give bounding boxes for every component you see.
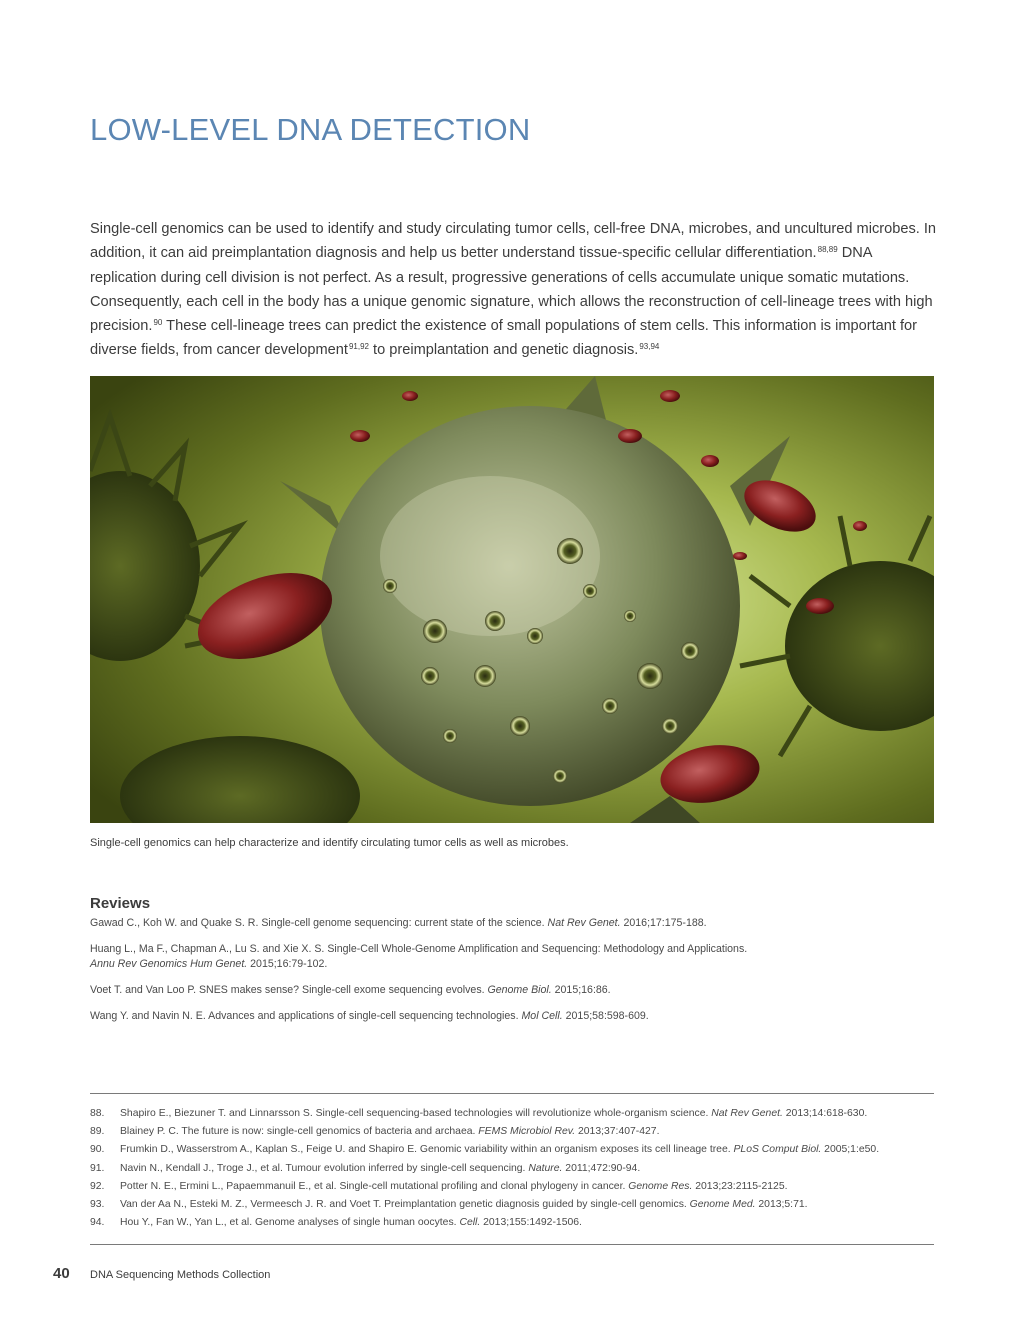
review-tail: 2015;58:598-609. — [562, 1010, 649, 1022]
reference-journal: FEMS Microbiol Rev. — [478, 1126, 576, 1138]
review-item — [90, 983, 934, 998]
references-list — [90, 1105, 940, 1232]
review-text: Huang L., Ma F., Chapman A., Lu S. and Xie X. S. Single-Cell Whole-Genome Amplification and Sequencing: Methodology and Applications. — [90, 943, 748, 955]
review-journal: Annu Rev Genomics Hum Genet. — [90, 958, 248, 970]
reference-item — [90, 1105, 940, 1123]
reference-journal: Cell. — [459, 1217, 481, 1229]
citation-superscript: 90 — [153, 318, 163, 328]
reference-tail: 2013;23:2115-2125. — [692, 1180, 788, 1192]
reference-tail: 2013;14:618-630. — [782, 1108, 868, 1119]
page-number: 40 — [53, 1265, 70, 1282]
review-item — [90, 942, 934, 972]
review-tail: 2016;17:175-188. — [620, 917, 707, 929]
reference-tail: 2013;155:1492-1506. — [480, 1217, 582, 1229]
reference-tail: 2005;1:e50. — [821, 1144, 880, 1156]
reference-journal: Genome Res. — [628, 1180, 693, 1192]
review-tail: 2015;16:86. — [551, 984, 611, 996]
reference-item — [90, 1160, 940, 1178]
review-journal: Genome Biol. — [487, 984, 552, 996]
intro-sentence: to preimplantation and genetic diagnosis. — [368, 342, 639, 359]
intro-sentence: Single-cell genomics can be used to identify and study circulating tumor cells, cell-free DNA, microbes, and uncultured microbes. In addition, it can aid preimplantation diagnosis and help us better understand tissue-specific cellular differentiation. — [90, 221, 937, 262]
review-item — [90, 916, 934, 931]
review-item — [90, 1009, 934, 1024]
reference-number: 91. — [90, 1162, 105, 1174]
reviews-heading: Reviews — [90, 895, 151, 912]
reference-text: Hou Y., Fan W., Yan L., et al. Genome analyses of single human oocytes. — [120, 1217, 460, 1229]
intro-sentence: DNA replication during cell division is not perfect. As a result, progressive generations of cells accumulate unique somatic mutations. Consequently, each cell in the body has a unique genomic signature, which allows the reconstruction of cell-lineage trees with high precision. — [90, 245, 933, 335]
references-bottom-rule — [90, 1244, 934, 1245]
reference-journal: Nat Rev Genet. — [711, 1108, 783, 1119]
citation-superscript: 93,94 — [639, 342, 660, 352]
reference-number: 94. — [90, 1217, 105, 1229]
review-tail: 2015;16:79-102. — [247, 958, 328, 970]
reference-item — [90, 1178, 940, 1196]
figure-caption: Single-cell genomics can help characterize and identify circulating tumor cells as well as microbes. — [90, 837, 569, 849]
footer-publication-title: DNA Sequencing Methods Collection — [90, 1269, 271, 1281]
reference-tail: 2013;5:71. — [755, 1199, 808, 1211]
reference-item — [90, 1196, 940, 1214]
review-text: Gawad C., Koh W. and Quake S. R. Single-cell genome sequencing: current state of the science. — [90, 917, 548, 929]
reference-journal: Nature. — [528, 1162, 563, 1174]
reference-item — [90, 1123, 940, 1141]
references-top-rule — [90, 1093, 934, 1094]
reference-tail: 2011;472:90-94. — [562, 1162, 641, 1174]
review-journal: Nat Rev Genet. — [547, 917, 621, 929]
citation-superscript: 91,92 — [348, 342, 369, 352]
cell-illustration — [90, 376, 934, 823]
reference-tail: 2013;37:407-427. — [575, 1126, 660, 1138]
reference-item — [90, 1141, 940, 1159]
reviews-list — [90, 916, 934, 1035]
reference-text: Navin N., Kendall J., Troge J., et al. Tumour evolution inferred by single-cell sequencing. — [120, 1162, 529, 1174]
reference-journal: Genome Med. — [689, 1199, 756, 1211]
reference-number: 90. — [90, 1144, 105, 1156]
reference-number: 92. — [90, 1180, 105, 1192]
reference-number: 93. — [90, 1199, 105, 1211]
review-text: Wang Y. and Navin N. E. Advances and applications of single-cell sequencing technologies. — [90, 1010, 522, 1022]
reference-text: Frumkin D., Wasserstrom A., Kaplan S., Feige U. and Shapiro E. Genomic variability within an organism exposes its cell lineage tree. — [120, 1144, 734, 1156]
page-title: LOW-LEVEL DNA DETECTION — [90, 112, 531, 147]
intro-sentence: These cell-lineage trees can predict the existence of small populations of stem cells. This information is important for diverse fields, from cancer development — [90, 318, 918, 359]
reference-journal: PLoS Comput Biol. — [733, 1144, 822, 1156]
review-journal: Mol Cell. — [521, 1010, 563, 1022]
citation-superscript: 88,89 — [817, 245, 838, 255]
cell-illustration-art — [90, 376, 934, 823]
reference-text: Van der Aa N., Esteki M. Z., Vermeesch J. R. and Voet T. Preimplantation genetic diagnosis guided by single-cell genomics. — [120, 1199, 690, 1211]
reference-number: 88. — [90, 1108, 105, 1119]
reference-text: Shapiro E., Biezuner T. and Linnarsson S. Single-cell sequencing-based technologies will revolutionize whole-organism science. — [120, 1108, 712, 1119]
reference-item — [90, 1214, 940, 1232]
review-text: Voet T. and Van Loo P. SNES makes sense? Single-cell exome sequencing evolves. — [90, 984, 488, 996]
reference-number: 89. — [90, 1126, 105, 1138]
reference-text: Potter N. E., Ermini L., Papaemmanuil E., et al. Single-cell mutational profiling and clonal phylogeny in cancer. — [120, 1180, 629, 1192]
intro-paragraph — [90, 217, 940, 363]
reference-text: Blainey P. C. The future is now: single-cell genomics of bacteria and archaea. — [120, 1126, 479, 1138]
